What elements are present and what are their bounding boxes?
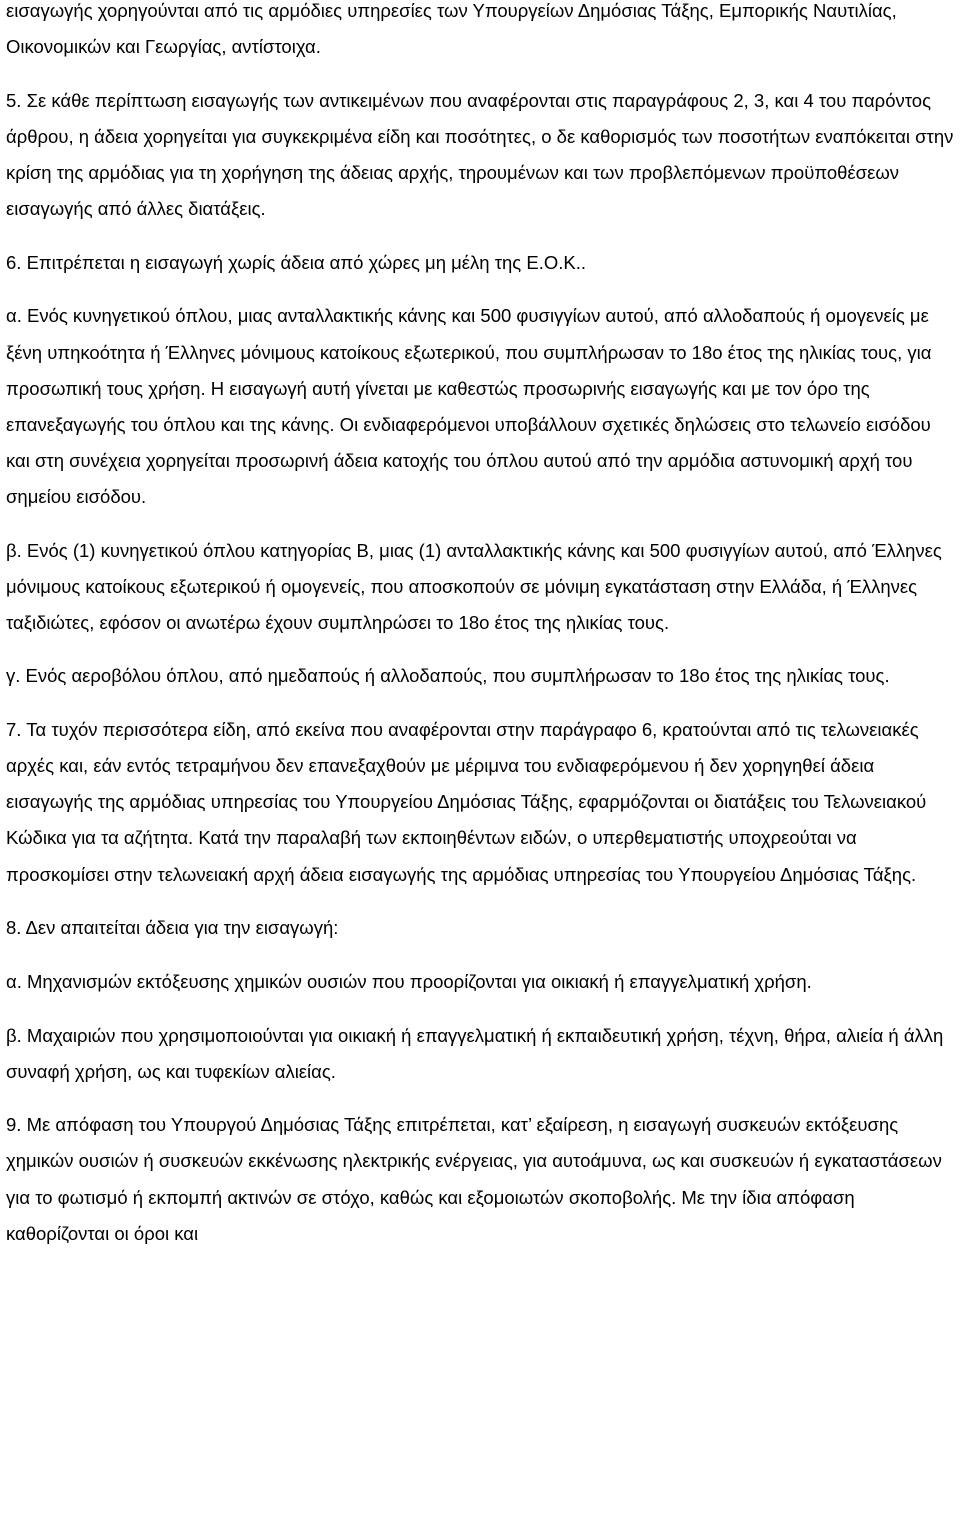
paragraph-8: 8. Δεν απαιτείται άδεια για την εισαγωγή: <box>6 917 339 939</box>
paragraph-intro-continuation: εισαγωγής χορηγούνται από τις αρμόδιες υπηρεσίες των Υπουργείων Δημόσιας Τάξης, Εμπορικής Ναυτιλίας, Οικονομικών και Γεωργίας, αντίστοιχα. <box>6 0 897 58</box>
paragraph-6: 6. Επιτρέπεται η εισαγωγή χωρίς άδεια από χώρες μη μέλη της Ε.Ο.Κ.. <box>6 251 586 273</box>
paragraph-6-c: γ. Ενός αεροβόλου όπλου, από ημεδαπούς ή αλλοδαπούς, που συμπλήρωσαν το 18ο έτος της ηλικίας τους. <box>6 665 890 687</box>
paragraph-8-a: α. Μηχανισμών εκτόξευσης χημικών ουσιών που προορίζονται για οικιακή ή επαγγελματική χρήση. <box>6 970 812 992</box>
paragraph-5: 5. Σε κάθε περίπτωση εισαγωγής των αντικειμένων που αναφέρονται στις παραγράφους 2, 3, και 4 του παρόντος άρθρου, η άδεια χορηγείται για συγκεκριμένα είδη και ποσότητες, ο δε καθορισμός των ποσοτήτων εναπόκειται στην κρίση της αρμόδιας για τη χορήγηση της άδειας αρχής, τηρουμένων και των προβλεπόμενων προϋποθέσεων εισαγωγής από άλλες διατάξεις. <box>6 89 954 220</box>
paragraph-7: 7. Τα τυχόν περισσότερα είδη, από εκείνα που αναφέρονται στην παράγραφο 6, κρατούνται από τις τελωνειακές αρχές και, εάν εντός τετραμήνου δεν επανεξαχθούν με μέριμνα του ενδιαφερόμενου ή δεν χορηγηθεί άδεια εισαγωγής της αρμόδιας υπηρεσίας του Υπουργείου Δημόσιας Τάξης, εφαρμόζονται οι διατάξεις του Τελωνειακού Κώδικα για τα αζήτητα. Κατά την παραλαβή των εκποιηθέντων ειδών, ο υπερθεματιστής υποχρεούται να προσκομίσει στην τελωνειακή αρχή άδεια εισαγωγής της αρμόδιας υπηρεσίας του Υπουργείου Δημόσιας Τάξης. <box>6 719 927 885</box>
paragraph-6-b: β. Ενός (1) κυνηγετικού όπλου κατηγορίας Β, μιας (1) ανταλλακτικής κάνης και 500 φυσιγγίων αυτού, από Έλληνες μόνιμους κατοίκους εξωτερικού ή ομογενείς, που αποσκοπούν σε μόνιμη εγκατάσταση στην Ελλάδα, ή Έλληνες ταξιδιώτες, εφόσον οι ανωτέρω έχουν συμπληρώσει το 18ο έτος της ηλικίας τους. <box>6 539 942 633</box>
paragraph-6-a: α. Ενός κυνηγετικού όπλου, μιας ανταλλακτικής κάνης και 500 φυσιγγίων αυτού, από αλλοδαπούς ή ομογενείς με ξένη υπηκοότητα ή Έλληνες μόνιμους κατοίκους εξωτερικού, που συμπλήρωσαν το 18ο έτος της ηλικίας τους, για προσωπική τους χρήση. Η εισαγωγή αυτή γίνεται με καθεστώς προσωρινής εισαγωγής και με τον όρο της επανεξαγωγής του όπλου και της κάνης. Οι ενδιαφερόμενοι υποβάλλουν σχετικές δηλώσεις στο τελωνείο εισόδου και στη συνέχεια χορηγείται προσωρινή άδεια κατοχής του όπλου αυτού από την αρμόδια αστυνομική αρχή του σημείου εισόδου. <box>6 305 932 507</box>
paragraph-8-b: β. Μαχαιριών που χρησιμοποιούνται για οικιακή ή επαγγελματική ή εκπαιδευτική χρήση, τέχνη, θήρα, αλιεία ή άλλη συναφή χρήση, ως και τυφεκίων αλιείας. <box>6 1024 944 1082</box>
paragraph-9: 9. Με απόφαση του Υπουργού Δημόσιας Τάξης επιτρέπεται, κατ’ εξαίρεση, η εισαγωγή συσκευών εκτόξευσης χημικών ουσιών ή συσκευών εκκένωσης ηλεκτρικής ενέργειας, για αυτοάμυνα, ως και συσκευών ή εγκαταστάσεων για το φωτισμό ή εκπομπή ακτινών σε στόχο, καθώς και εξομοιωτών σκοποβολής. Με την ίδια απόφαση καθορίζονται οι όροι και <box>6 1114 942 1244</box>
